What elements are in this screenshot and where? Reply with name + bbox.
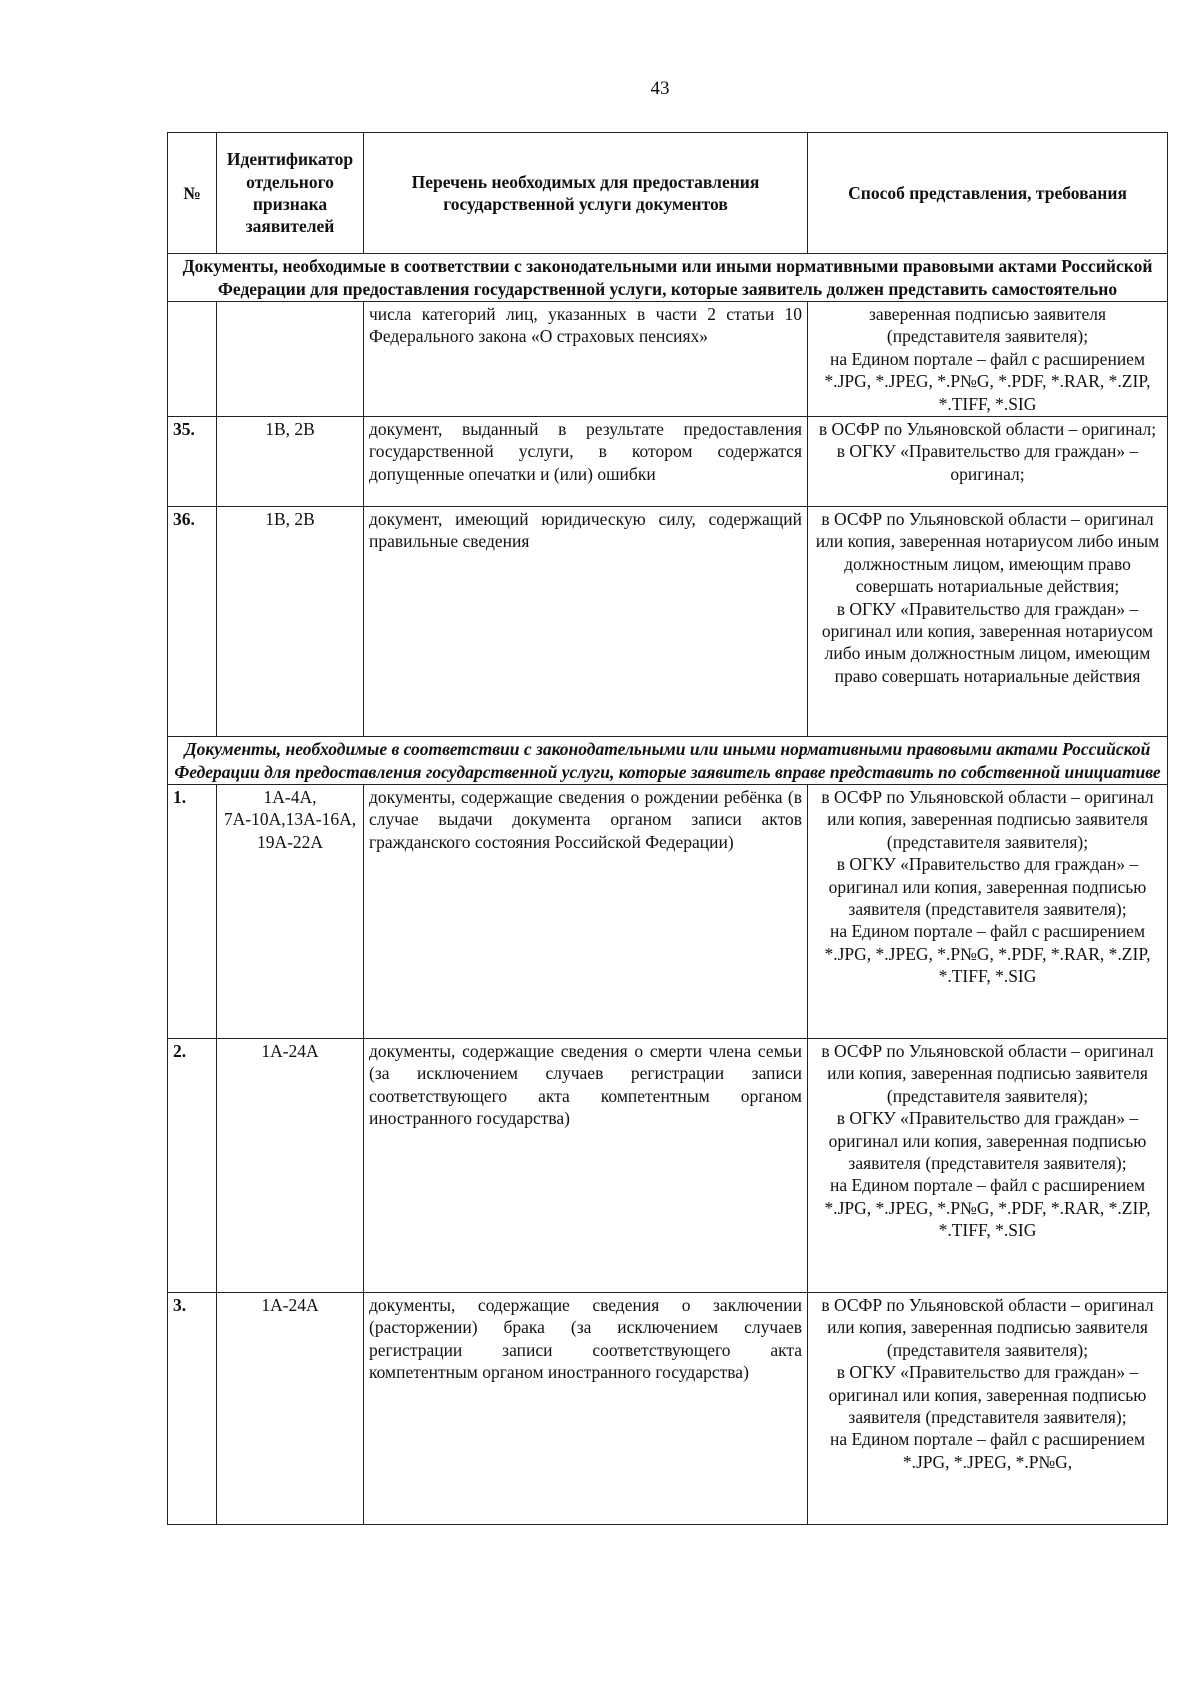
table-header-row <box>168 133 1168 254</box>
page-number: 43 <box>650 78 670 99</box>
row-number: 3. <box>168 1293 217 1525</box>
header-method: Способ представления, требования <box>808 133 1168 254</box>
row-document: документ, выданный в результате предоставления государственной услуги, в котором содержатся допущенные опечатки и (или) ошибки <box>364 417 808 507</box>
row-identifier: 1B, 2B <box>217 507 364 737</box>
row-method: в ОСФР по Ульяновской области – оригинал; в ОГКУ «Правительство для граждан» – оригинал; <box>808 417 1168 507</box>
table-row <box>168 1293 1168 1525</box>
row-method: в ОСФР по Ульяновской области – оригинал или копия, заверенная подписью заявителя (представителя заявителя); в ОГКУ «Правительство для граждан» – оригинал или копия, заверенная подписью заявителя (представителя заявителя); на Едином портале – файл с расширением *.JPG, *.JPEG, *.P№G, *.PDF, *.RAR, *.ZIP, *.TIFF, *.SIG <box>808 1039 1168 1293</box>
row-method: заверенная подписью заявителя (представителя заявителя); на Едином портале – файл с расширением *.JPG, *.JPEG, *.P№G, *.PDF, *.RAR, *.ZIP, *.TIFF, *.SIG <box>808 302 1168 417</box>
header-identifier: Идентификатор отдельного признака заявителей <box>217 133 364 254</box>
row-document: документ, имеющий юридическую силу, содержащий правильные сведения <box>364 507 808 737</box>
section-title-mandatory: Документы, необходимые в соответствии с законодательными или иными нормативными правовыми актами Российской Федерации для предоставления государственной услуги, которые заявитель должен представить самостоятельно <box>168 254 1168 302</box>
section-row <box>168 737 1168 785</box>
row-number: 36. <box>168 507 217 737</box>
row-document: документы, содержащие сведения о заключении (расторжении) брака (за исключением случаев регистрации записи соответствующего акта компетентным органом иностранного государства) <box>364 1293 808 1525</box>
row-document: числа категорий лиц, указанных в части 2 статьи 10 Федерального закона «О страховых пенсиях» <box>364 302 808 417</box>
row-method: в ОСФР по Ульяновской области – оригинал или копия, заверенная подписью заявителя (представителя заявителя); в ОГКУ «Правительство для граждан» – оригинал или копия, заверенная подписью заявителя (представителя заявителя); на Едином портале – файл с расширением *.JPG, *.JPEG, *.P№G, <box>808 1293 1168 1525</box>
table-row <box>168 785 1168 1039</box>
row-number: 2. <box>168 1039 217 1293</box>
row-identifier: 1А-24А <box>217 1293 364 1525</box>
documents-table <box>167 132 1168 1525</box>
row-identifier: 1А-24А <box>217 1039 364 1293</box>
row-identifier: 1B, 2B <box>217 417 364 507</box>
header-num: № <box>168 133 217 254</box>
table-row <box>168 507 1168 737</box>
section-title-optional: Документы, необходимые в соответствии с законодательными или иными нормативными правовыми актами Российской Федерации для предоставления государственной услуги, которые заявитель вправе представить по собственной инициативе <box>168 737 1168 785</box>
row-document: документы, содержащие сведения о смерти члена семьи (за исключением случаев регистрации записи соответствующего акта компетентным органом иностранного государства) <box>364 1039 808 1293</box>
row-identifier <box>217 302 364 417</box>
row-number <box>168 302 217 417</box>
table-row <box>168 417 1168 507</box>
table-row <box>168 302 1168 417</box>
row-number: 1. <box>168 785 217 1039</box>
row-number: 35. <box>168 417 217 507</box>
section-row <box>168 254 1168 302</box>
header-documents: Перечень необходимых для предоставления государственной услуги документов <box>364 133 808 254</box>
row-method: в ОСФР по Ульяновской области – оригинал или копия, заверенная подписью заявителя (представителя заявителя); в ОГКУ «Правительство для граждан» – оригинал или копия, заверенная подписью заявителя (представителя заявителя); на Едином портале – файл с расширением *.JPG, *.JPEG, *.P№G, *.PDF, *.RAR, *.ZIP, *.TIFF, *.SIG <box>808 785 1168 1039</box>
row-document: документы, содержащие сведения о рождении ребёнка (в случае выдачи документа органом записи актов гражданского состояния Российской Федерации) <box>364 785 808 1039</box>
row-identifier: 1А-4А, 7А-10А,13А-16А, 19А-22А <box>217 785 364 1039</box>
table-row <box>168 1039 1168 1293</box>
row-method: в ОСФР по Ульяновской области – оригинал или копия, заверенная нотариусом либо иным должностным лицом, имеющим право совершать нотариальные действия; в ОГКУ «Правительство для граждан» – оригинал или копия, заверенная нотариусом либо иным должностным лицом, имеющим право совершать нотариальные действия <box>808 507 1168 737</box>
